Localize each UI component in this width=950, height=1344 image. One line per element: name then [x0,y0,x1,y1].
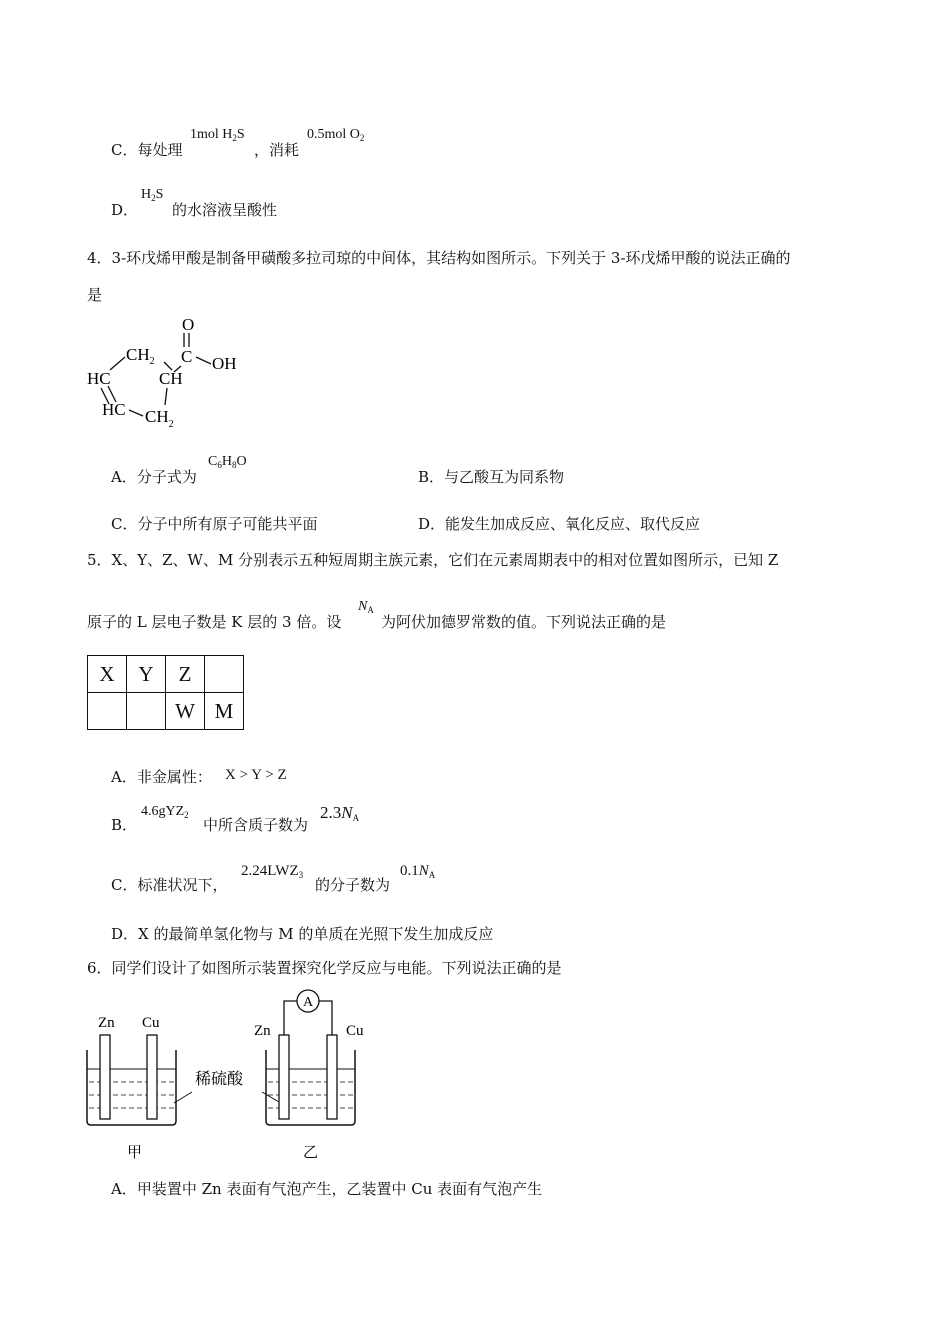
cu-left-label: Cu [142,1015,160,1031]
q4-structure-diagram [85,312,250,437]
q5-stem-line2-b: 为阿伏加德罗常数的值。下列说法正确的是 [381,613,667,631]
q3-option-c-formula2: 0.5mol $O_2$ [307,127,365,143]
cu-electrode-left [147,1035,157,1119]
label-jia: 甲 [127,1145,143,1161]
cu-electrode-right [327,1035,337,1119]
q3-option-c [111,140,182,160]
zn-electrode-right [279,1035,289,1119]
q3-option-c-formula1: 1mol $H_2S$ [190,127,245,143]
q5-option-d: D．X 的最简单氢化物与 M 的单质在光照下发生加成反应 [111,925,494,943]
q6-apparatus-diagram [84,985,384,1165]
q4-option-a-formula: $C_6H_8O$ [208,454,247,470]
table-cell [127,693,166,730]
structure-oh: OH [212,354,237,373]
table-cell: Y [127,656,166,693]
q3-option-d-text: 的水溶液呈酸性 [172,201,278,219]
q5-stem-line2-a: 原子的 L 层电子数是 K 层的 3 倍。设 [87,613,342,631]
acid-label: 稀硫酸 [195,1071,244,1088]
q5-na-symbol: $N_A$ [358,599,374,615]
q5-option-c-label: C．标准状况下， [111,876,228,894]
zn-left-label: Zn [98,1015,115,1031]
q3-option-c-mid: ，消耗 [254,141,300,159]
q6-stem: 6．同学们设计了如图所示装置探究化学反应与电能。下列说法正确的是 [87,959,562,977]
structure-hc-top: HC [87,369,111,388]
q5-option-c-formula: $2.24LWZ_3$ [241,863,304,880]
q5-option-c-value: $0.1N_A$ [400,863,436,880]
q5-stem-line1: 5．X、Y、Z、W、M 分别表示五种短周期主族元素，它们在元素周期表中的相对位置如图所示，已知 Z [87,551,779,569]
q5-option-a-label: A．非金属性： [111,768,212,786]
q5-option-b-value: $2.3N_A$ [320,803,360,823]
q5-option-b-text: 中所含质子数为 [203,816,309,834]
table-cell: M [205,693,244,730]
ammeter-label: A [303,995,314,1010]
structure-hc-bottom: HC [102,400,126,419]
q4-option-b: B．与乙酸互为同系物 [418,468,565,486]
table-cell [205,656,244,693]
structure-ch: CH [159,369,183,388]
q5-option-b-formula: 4.6gYZ$_2$ [141,804,189,820]
q5-periodic-table [87,655,244,730]
q4-stem-line2: 是 [87,286,103,304]
q5-option-c-text: 的分子数为 [315,876,391,894]
q4-option-a-label: A．分子式为 [111,468,197,486]
q3-option-c-label: C．每处理 [111,141,183,159]
structure-o: O [182,315,195,334]
q4-option-d: D．能发生加成反应、氧化反应、取代反应 [418,515,701,533]
structure-ch2-top: $CH_2$ [126,345,155,367]
zn-right-label: Zn [254,1023,271,1039]
q5-option-b-label: B． [111,816,138,834]
q4-stem-line1: 4．3-环戊烯甲酸是制备甲磺酸多拉司琼的中间体，其结构如图所示。下列关于 3-环戊烯甲酸的说法正确的 [87,249,791,267]
structure-c: C [181,347,193,366]
q3-option-d-label: D． [111,201,139,219]
label-yi: 乙 [303,1145,319,1161]
structure-ch2-bottom: $CH_2$ [145,407,174,430]
table-cell: X [88,656,127,693]
q5-option-a-formula: X > Y > Z [225,767,287,783]
table-cell: W [166,693,205,730]
cu-right-label: Cu [346,1023,364,1039]
q4-option-c: C．分子中所有原子可能共平面 [111,515,318,533]
table-cell: Z [166,656,205,693]
q6-option-a: A．甲装置中 Zn 表面有气泡产生，乙装置中 Cu 表面有气泡产生 [111,1180,543,1198]
q3-option-d-formula: $H_2S$ [141,187,164,203]
zn-electrode-left [100,1035,110,1119]
table-cell [88,693,127,730]
